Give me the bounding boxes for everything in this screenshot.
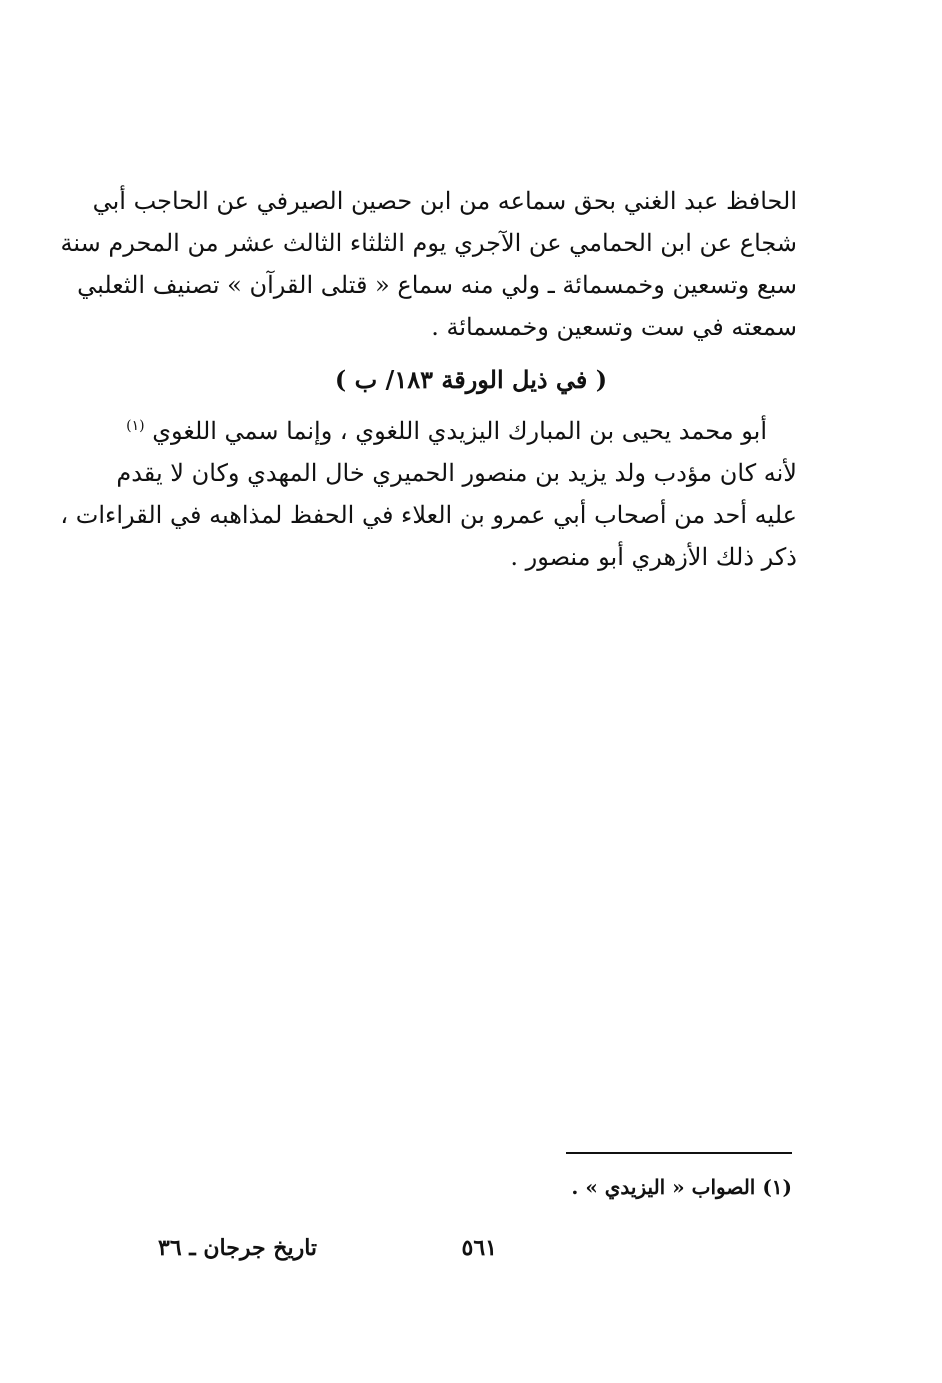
paragraph-1-line-3: سبع وتسعين وخمسمائة ـ ولي منه سماع « قتلى القرآن » تصنيف الثعلبي	[77, 271, 797, 299]
footnote: (١) الصواب « اليزيدي » .	[571, 1175, 792, 1199]
paragraph-1-line-2: شجاع عن ابن الحمامي عن الآجري يوم الثلثاء الثالث عشر من المحرم سنة	[60, 229, 797, 257]
paragraph-2-line-4: ذكر ذلك الأزهري أبو منصور .	[510, 543, 797, 571]
paragraph-1-line-4: سمعته في ست وتسعين وخمسمائة .	[431, 313, 797, 341]
series-title: تاريخ جرجان ـ ٣٦	[158, 1235, 318, 1261]
paragraph-2-line-2: لأنه كان مؤدب ولد يزيد بن منصور الحميري خال المهدي وكان لا يقدم	[116, 459, 797, 487]
paragraph-2-line-1-text: أبو محمد يحيى بن المبارك اليزيدي اللغوي ، وإنما سمي اللغوي	[152, 417, 767, 445]
paragraph-1	[60, 180, 797, 348]
paragraph-2-line-1	[126, 410, 797, 452]
footnote-reference: (١)	[126, 418, 145, 434]
page-number: ٥٦١	[461, 1235, 497, 1261]
paragraph-2-line-3: عليه أحد من أصحاب أبي عمرو بن العلاء في الحفظ لمذاهبه في القراءات ،	[60, 501, 797, 529]
paragraph-2	[60, 410, 797, 578]
page-footer	[0, 1228, 942, 1268]
paragraph-1-line-1: الحافظ عبد الغني بحق سماعه من ابن حصين الصيرفي عن الحاجب أبي	[92, 187, 797, 215]
section-heading: ( في ذيل الورقة ١٨٣/ ب )	[334, 365, 608, 394]
footnote-divider	[566, 1152, 792, 1154]
